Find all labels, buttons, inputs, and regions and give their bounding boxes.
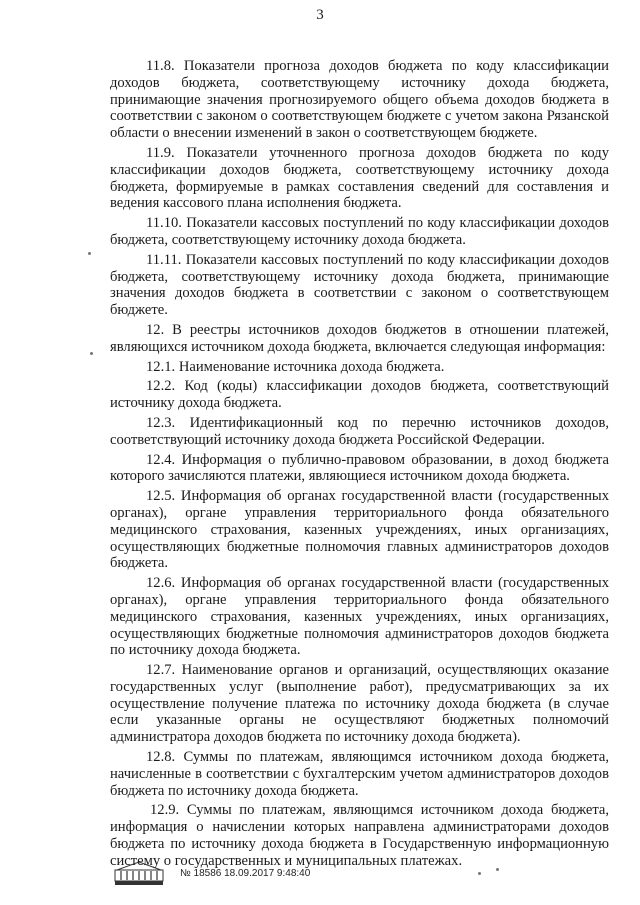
page-number: 3 xyxy=(316,7,324,23)
paragraph-12-9: 12.9. Суммы по платежам, являющимся источником дохода бюджета, информация о начислении которых направлена администраторами доходов бюджета по источнику дохода бюджета в Государственную информационную систему о государственных и муниципальных платежах. xyxy=(110,802,609,869)
government-building-logo xyxy=(114,860,164,886)
paragraph-12-8: 12.8. Суммы по платежам, являющимся источником дохода бюджета, начисленные в соответствии с бухгалтерским учетом администраторов доходов бюджета по источнику дохода бюджета. xyxy=(110,749,609,799)
paragraph-12: 12. В реестры источников доходов бюджетов в отношении платежей, являющихся источником дохода бюджета, включается следующая информация: xyxy=(110,321,609,355)
paragraph-11-9: 11.9. Показатели уточненного прогноза доходов бюджета по коду классификации доходов бюджета, соответствующему источнику дохода бюджета, формируемые в рамках составления сведений для составления и ведения кассового плана исполнения бюджета. xyxy=(110,144,609,212)
document-body xyxy=(110,58,609,873)
paragraph-12-4: 12.4. Информация о публично-правовом образовании, в доход бюджета которого зачисляются платежи, являющиеся источником дохода бюджета. xyxy=(110,451,609,485)
paragraph-12-7: 12.7. Наименование органов и организаций, осуществляющих оказание государственных услуг (выполнение работ), предусматривающих за их осуществление получение платежа по источнику дохода бюджета (в случае если указанные органы не осуществляют бюджетных полномочий администратора доходов бюджета по источнику дохода бюджета). xyxy=(110,662,609,746)
scan-speck xyxy=(88,252,91,255)
document-registration-stamp: № 18586 18.09.2017 9:48:40 xyxy=(180,868,311,879)
paragraph-12-2: 12.2. Код (коды) классификации доходов бюджета, соответствующий источнику дохода бюджета. xyxy=(110,378,609,412)
scan-speck xyxy=(90,352,93,355)
paragraph-12-3: 12.3. Идентификационный код по перечню источников доходов, соответствующий источнику дохода бюджета Российской Федерации. xyxy=(110,414,609,448)
document-footer xyxy=(114,860,634,900)
paragraph-12-1: 12.1. Наименование источника дохода бюджета. xyxy=(146,358,445,375)
paragraph-12-5: 12.5. Информация об органах государственной власти (государственных органах), органе управления территориального фонда обязательного медицинского страхования, казенных учреждениях, иных организациях, осуществляющих бюджетные полномочия главных администраторов доходов бюджета. xyxy=(110,488,609,572)
paragraph-11-8: 11.8. Показатели прогноза доходов бюджета по коду классификации доходов бюджета, соответствующему источнику дохода бюджета, принимающие значения прогнозируемого общего объема доходов бюджета в соответствии с законом о соответствующем бюджете с учетом закона Рязанской области о внесении изменений в закон о соответствующем бюджете. xyxy=(110,58,609,142)
paragraph-12-6: 12.6. Информация об органах государственной власти (государственных органах), органе управления территориального фонда обязательного медицинского страхования, казенных учреждениях, иных организациях, осуществляющих бюджетные полномочия администраторов доходов бюджета по источнику дохода бюджета. xyxy=(110,575,609,659)
paragraph-11-10: 11.10. Показатели кассовых поступлений по коду классификации доходов бюджета, соответствующему источнику дохода бюджета. xyxy=(110,215,609,248)
paragraph-11-11: 11.11. Показатели кассовых поступлений по коду классификации доходов бюджета, соответствующему источнику дохода бюджета, принимающие значения доходов бюджета в соответствии с законом о соответствующем бюджете. xyxy=(110,251,609,319)
